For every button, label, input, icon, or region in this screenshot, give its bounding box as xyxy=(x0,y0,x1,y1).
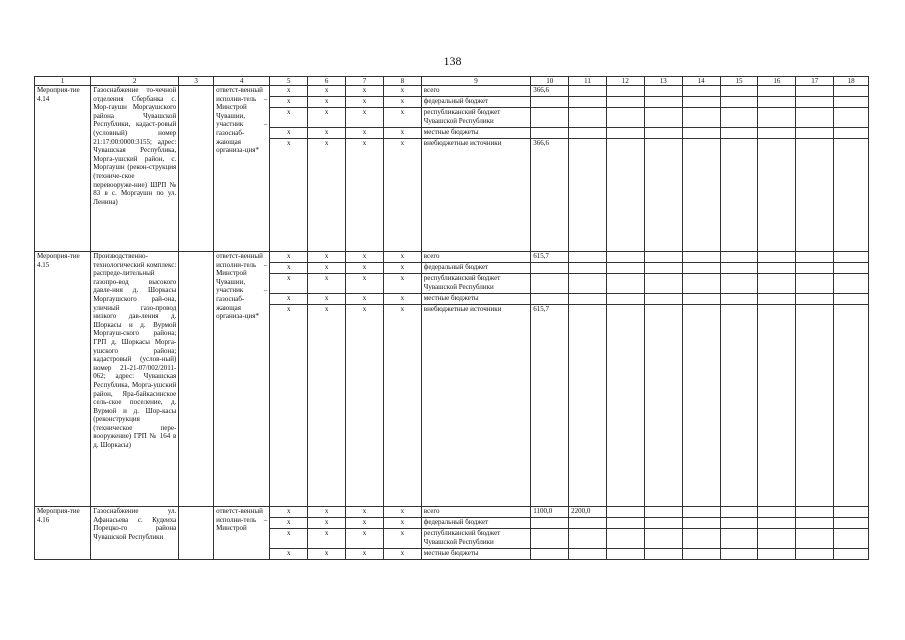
description-cell: Газоснабжение ул. Афанасьева с. Кудеиха Порецко-го района Чувашской Республики xyxy=(91,507,179,560)
amount-col-11 xyxy=(569,549,607,560)
amount-col-18 xyxy=(834,108,869,128)
amount-col-17 xyxy=(796,274,834,294)
amount-col-15 xyxy=(720,139,758,252)
amount-col-18 xyxy=(834,97,869,108)
column-number-2: 2 xyxy=(91,77,179,86)
amount-col-15 xyxy=(720,529,758,549)
table-row xyxy=(35,86,869,97)
amount-col-17 xyxy=(796,518,834,529)
amount-col-10: 366,6 xyxy=(531,86,569,97)
x-mark: x xyxy=(383,263,421,274)
amount-col-15 xyxy=(720,507,758,518)
amount-col-13 xyxy=(644,294,682,305)
amount-col-17 xyxy=(796,108,834,128)
amount-col-16 xyxy=(758,507,796,518)
x-mark: x xyxy=(308,86,346,97)
x-mark: x xyxy=(308,97,346,108)
amount-col-10 xyxy=(531,294,569,305)
amount-col-16 xyxy=(758,305,796,507)
amount-col-16 xyxy=(758,294,796,305)
x-mark: x xyxy=(270,263,308,274)
description-cell: Производственно-технологический комплекс: распреде-лительный газопро-вод высокого давле-ния д. Шоркасы Моргаушского рай-она, уличный газо-провод низкого дав-ления д. Шоркасы и д. Вурмой Моргауш-ского района; ГРП д. Шоркасы Морга-ушского района; кадастровый (услов-ный) номер 21-21-07/002/2011-062; адрес: Чувашская Республика, Морга-ушский район, Яра-байкасинское сель-ское поселение, д. Вурмой и д. Шор-касы (реконструкция (техническое пере-вооружение) ГРП № 164 в д. Шоркасы) xyxy=(91,252,179,507)
amount-col-10: 615,7 xyxy=(531,252,569,263)
amount-col-12 xyxy=(606,108,644,128)
amount-col-17 xyxy=(796,305,834,507)
amount-col-16 xyxy=(758,128,796,139)
x-mark: x xyxy=(383,294,421,305)
x-mark: x xyxy=(270,108,308,128)
amount-col-12 xyxy=(606,549,644,560)
program-table xyxy=(34,76,869,560)
amount-col-15 xyxy=(720,128,758,139)
amount-col-12 xyxy=(606,305,644,507)
amount-col-17 xyxy=(796,252,834,263)
amount-col-15 xyxy=(720,108,758,128)
amount-col-17 xyxy=(796,294,834,305)
column-number-12: 12 xyxy=(606,77,644,86)
x-mark: x xyxy=(346,549,384,560)
amount-col-13 xyxy=(644,529,682,549)
amount-col-13 xyxy=(644,274,682,294)
amount-col-17 xyxy=(796,86,834,97)
amount-col-16 xyxy=(758,139,796,252)
amount-col-17 xyxy=(796,128,834,139)
amount-col-12 xyxy=(606,294,644,305)
x-mark: x xyxy=(383,97,421,108)
amount-col-13 xyxy=(644,139,682,252)
funding-source: внебюджетные источники xyxy=(421,305,530,507)
amount-col-10 xyxy=(531,518,569,529)
amount-col-10 xyxy=(531,97,569,108)
amount-col-18 xyxy=(834,305,869,507)
x-mark: x xyxy=(270,529,308,549)
column-number-16: 16 xyxy=(758,77,796,86)
x-mark: x xyxy=(270,252,308,263)
amount-col-11 xyxy=(569,518,607,529)
x-mark: x xyxy=(383,529,421,549)
amount-col-14 xyxy=(682,139,720,252)
amount-col-13 xyxy=(644,507,682,518)
measure-cell: Мероприя-тие 4.15 xyxy=(35,252,91,507)
column-number-13: 13 xyxy=(644,77,682,86)
amount-col-16 xyxy=(758,518,796,529)
amount-col-17 xyxy=(796,139,834,252)
x-mark: x xyxy=(346,294,384,305)
amount-col-18 xyxy=(834,263,869,274)
funding-source: местные бюджеты xyxy=(421,549,530,560)
amount-col-15 xyxy=(720,97,758,108)
funding-source: всего xyxy=(421,252,530,263)
amount-col-18 xyxy=(834,294,869,305)
amount-col-16 xyxy=(758,263,796,274)
x-mark: x xyxy=(308,507,346,518)
amount-col-13 xyxy=(644,549,682,560)
x-mark: x xyxy=(383,274,421,294)
amount-col-10 xyxy=(531,128,569,139)
amount-col-10: 366,6 xyxy=(531,139,569,252)
amount-col-14 xyxy=(682,549,720,560)
x-mark: x xyxy=(270,294,308,305)
funding-source: всего xyxy=(421,507,530,518)
x-mark: x xyxy=(308,274,346,294)
amount-col-12 xyxy=(606,507,644,518)
x-mark: x xyxy=(270,305,308,507)
x-mark: x xyxy=(383,305,421,507)
empty-cell xyxy=(179,507,214,560)
amount-col-16 xyxy=(758,549,796,560)
empty-cell xyxy=(179,86,214,252)
x-mark: x xyxy=(346,139,384,252)
amount-col-13 xyxy=(644,518,682,529)
amount-col-14 xyxy=(682,507,720,518)
funding-source: местные бюджеты xyxy=(421,294,530,305)
amount-col-11 xyxy=(569,86,607,97)
x-mark: x xyxy=(346,274,384,294)
amount-col-13 xyxy=(644,305,682,507)
amount-col-18 xyxy=(834,252,869,263)
table-body xyxy=(35,86,869,560)
column-number-15: 15 xyxy=(720,77,758,86)
column-number-14: 14 xyxy=(682,77,720,86)
amount-col-12 xyxy=(606,97,644,108)
amount-col-14 xyxy=(682,305,720,507)
x-mark: x xyxy=(383,507,421,518)
amount-col-16 xyxy=(758,252,796,263)
amount-col-11 xyxy=(569,139,607,252)
amount-col-13 xyxy=(644,97,682,108)
amount-col-12 xyxy=(606,139,644,252)
amount-col-10: 1100,0 xyxy=(531,507,569,518)
amount-col-18 xyxy=(834,518,869,529)
amount-col-15 xyxy=(720,294,758,305)
x-mark: x xyxy=(270,518,308,529)
x-mark: x xyxy=(308,549,346,560)
x-mark: x xyxy=(346,529,384,549)
funding-source: всего xyxy=(421,86,530,97)
x-mark: x xyxy=(270,507,308,518)
column-number-9: 9 xyxy=(421,77,530,86)
amount-col-17 xyxy=(796,97,834,108)
description-cell: Газоснабжение то-чечной отделения Сбербанка с. Мор-гаушн Моргаушского района Чувашской Республики, кадаст-ровый (условный) номер 21:17:00:0000:3155; адрес: Чувашская Республика, Морга-ушский район, с. Моргаушн (рекон-струкция (техниче-ское перевооруже-ние) ШРП № 83 в с. Моргаушн по ул. Ленина) xyxy=(91,86,179,252)
amount-col-12 xyxy=(606,128,644,139)
x-mark: x xyxy=(383,549,421,560)
x-mark: x xyxy=(346,97,384,108)
column-number-1: 1 xyxy=(35,77,91,86)
amount-col-14 xyxy=(682,294,720,305)
x-mark: x xyxy=(346,263,384,274)
x-mark: x xyxy=(308,139,346,252)
amount-col-10 xyxy=(531,108,569,128)
column-number-10: 10 xyxy=(531,77,569,86)
amount-col-18 xyxy=(834,274,869,294)
amount-col-10 xyxy=(531,549,569,560)
amount-col-14 xyxy=(682,263,720,274)
amount-col-17 xyxy=(796,263,834,274)
amount-col-16 xyxy=(758,86,796,97)
amount-col-11 xyxy=(569,128,607,139)
executor-cell: ответст-венный исполни-тель – Минстрой Чувашии, участник – газоснаб-жающая организа-ция* xyxy=(214,86,270,252)
amount-col-15 xyxy=(720,263,758,274)
amount-col-17 xyxy=(796,529,834,549)
amount-col-13 xyxy=(644,252,682,263)
column-number-3: 3 xyxy=(179,77,214,86)
amount-col-15 xyxy=(720,252,758,263)
measure-cell: Мероприя-тие 4.16 xyxy=(35,507,91,560)
funding-source: республиканский бюджет Чувашской Республики xyxy=(421,108,530,128)
column-number-18: 18 xyxy=(834,77,869,86)
amount-col-10 xyxy=(531,529,569,549)
amount-col-12 xyxy=(606,274,644,294)
funding-source: республиканский бюджет Чувашской Республики xyxy=(421,529,530,549)
x-mark: x xyxy=(270,128,308,139)
amount-col-12 xyxy=(606,263,644,274)
amount-col-18 xyxy=(834,507,869,518)
amount-col-16 xyxy=(758,529,796,549)
amount-col-11 xyxy=(569,305,607,507)
column-number-17: 17 xyxy=(796,77,834,86)
amount-col-18 xyxy=(834,549,869,560)
amount-col-13 xyxy=(644,108,682,128)
amount-col-15 xyxy=(720,274,758,294)
amount-col-11 xyxy=(569,294,607,305)
amount-col-15 xyxy=(720,518,758,529)
table-row xyxy=(35,252,869,263)
amount-col-18 xyxy=(834,86,869,97)
x-mark: x xyxy=(270,549,308,560)
amount-col-16 xyxy=(758,97,796,108)
amount-col-14 xyxy=(682,108,720,128)
amount-col-17 xyxy=(796,507,834,518)
amount-col-14 xyxy=(682,252,720,263)
x-mark: x xyxy=(346,252,384,263)
column-number-6: 6 xyxy=(308,77,346,86)
x-mark: x xyxy=(308,305,346,507)
x-mark: x xyxy=(383,139,421,252)
executor-cell: ответст-венный исполни-тель – Минстрой Чувашии, участник – газоснаб-жающая организа-ция* xyxy=(214,252,270,507)
funding-source: федеральный бюджет xyxy=(421,97,530,108)
x-mark: x xyxy=(383,108,421,128)
x-mark: x xyxy=(346,128,384,139)
column-number-8: 8 xyxy=(383,77,421,86)
x-mark: x xyxy=(308,294,346,305)
column-numbers-row xyxy=(35,77,869,86)
amount-col-11 xyxy=(569,97,607,108)
amount-col-18 xyxy=(834,139,869,252)
amount-col-10: 615,7 xyxy=(531,305,569,507)
x-mark: x xyxy=(383,86,421,97)
amount-col-12 xyxy=(606,529,644,549)
amount-col-14 xyxy=(682,97,720,108)
column-number-4: 4 xyxy=(214,77,270,86)
amount-col-11 xyxy=(569,529,607,549)
x-mark: x xyxy=(383,518,421,529)
amount-col-13 xyxy=(644,86,682,97)
x-mark: x xyxy=(270,274,308,294)
amount-col-15 xyxy=(720,86,758,97)
x-mark: x xyxy=(346,518,384,529)
amount-col-11: 2200,0 xyxy=(569,507,607,518)
amount-col-12 xyxy=(606,518,644,529)
x-mark: x xyxy=(383,252,421,263)
x-mark: x xyxy=(270,86,308,97)
x-mark: x xyxy=(270,97,308,108)
amount-col-11 xyxy=(569,252,607,263)
measure-cell: Мероприя-тие 4.14 xyxy=(35,86,91,252)
amount-col-11 xyxy=(569,263,607,274)
x-mark: x xyxy=(346,507,384,518)
amount-col-16 xyxy=(758,274,796,294)
page-number: 138 xyxy=(443,54,462,68)
amount-col-15 xyxy=(720,549,758,560)
x-mark: x xyxy=(308,529,346,549)
amount-col-11 xyxy=(569,274,607,294)
empty-cell xyxy=(179,252,214,507)
column-number-11: 11 xyxy=(569,77,607,86)
amount-col-18 xyxy=(834,128,869,139)
x-mark: x xyxy=(308,518,346,529)
x-mark: x xyxy=(308,108,346,128)
amount-col-13 xyxy=(644,263,682,274)
x-mark: x xyxy=(346,108,384,128)
amount-col-14 xyxy=(682,518,720,529)
amount-col-10 xyxy=(531,263,569,274)
amount-col-16 xyxy=(758,108,796,128)
amount-col-15 xyxy=(720,305,758,507)
funding-source: внебюджетные источники xyxy=(421,139,530,252)
x-mark: x xyxy=(308,263,346,274)
table-row xyxy=(35,507,869,518)
x-mark: x xyxy=(346,86,384,97)
amount-col-14 xyxy=(682,86,720,97)
amount-col-14 xyxy=(682,128,720,139)
x-mark: x xyxy=(308,252,346,263)
x-mark: x xyxy=(383,128,421,139)
funding-source: республиканский бюджет Чувашской Республики xyxy=(421,274,530,294)
column-number-5: 5 xyxy=(270,77,308,86)
amount-col-11 xyxy=(569,108,607,128)
amount-col-12 xyxy=(606,252,644,263)
column-number-7: 7 xyxy=(346,77,384,86)
amount-col-14 xyxy=(682,529,720,549)
amount-col-12 xyxy=(606,86,644,97)
funding-source: федеральный бюджет xyxy=(421,518,530,529)
funding-source: местные бюджеты xyxy=(421,128,530,139)
executor-cell: ответст-венный исполни-тель – Минстрой xyxy=(214,507,270,560)
amount-col-13 xyxy=(644,128,682,139)
x-mark: x xyxy=(270,139,308,252)
amount-col-10 xyxy=(531,274,569,294)
amount-col-17 xyxy=(796,549,834,560)
funding-source: федеральный бюджет xyxy=(421,263,530,274)
amount-col-18 xyxy=(834,529,869,549)
x-mark: x xyxy=(308,128,346,139)
x-mark: x xyxy=(346,305,384,507)
amount-col-14 xyxy=(682,274,720,294)
